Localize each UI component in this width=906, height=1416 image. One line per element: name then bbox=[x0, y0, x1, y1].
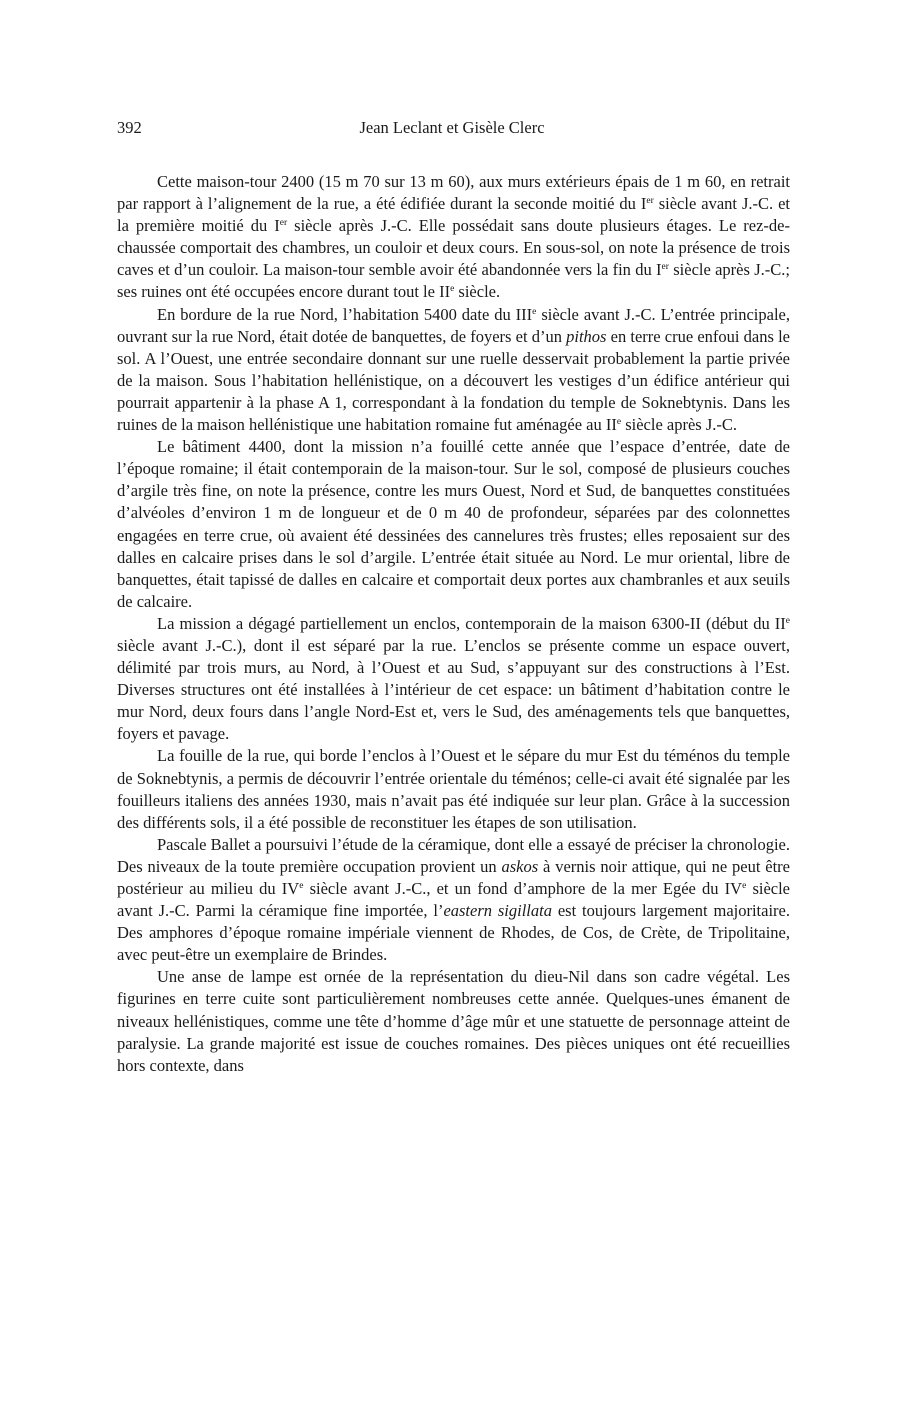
text-run: Le bâtiment 4400, dont la mission n’a fouillé cette année que l’espace d’entrée, date de l’époque romaine; il était contemporain de la maison-tour. Sur le sol, composé de plusieurs couches d’argile très fine, on note la présence, contre les murs Ouest, Nord et Sud, de banquettes constituées d’alvéoles d’environ 1 m de longueur et de 0 m 40 de profondeur, séparées par des colonnettes engagées en terre crue, où avaient été dessinées des cannelures très frustes; elles reposaient sur des dalles en calcaire prises dans le sol d’argile. L’entrée était située au Nord. Le mur oriental, libre de banquettes, était tapissé de dalles en calcaire et comportait deux portes aux chambranles et aux seuils de calcaire. bbox=[117, 437, 790, 611]
italic-term: pithos bbox=[566, 326, 607, 346]
italic-term: eastern sigillata bbox=[443, 901, 552, 921]
superscript: e bbox=[742, 881, 747, 891]
superscript: er bbox=[661, 262, 669, 273]
body-text bbox=[117, 171, 790, 1077]
page-number: 392 bbox=[117, 118, 142, 137]
text-run: siècle après J.-C.; ses ruines ont été occupées encore durant tout le II bbox=[117, 260, 790, 302]
paragraph bbox=[117, 966, 790, 1076]
text-run: siècle avant J.-C., et un fond d’amphore de la mer Egée du IV bbox=[303, 879, 743, 898]
superscript: e bbox=[299, 881, 304, 891]
text-run: En bordure de la rue Nord, l’habitation 5400 date du III bbox=[157, 304, 533, 324]
text-run: siècle. bbox=[454, 282, 501, 302]
text-run: siècle avant J.-C. Parmi la céramique fine importée, l’ bbox=[117, 879, 791, 921]
superscript: e bbox=[532, 306, 537, 317]
text-run: siècle après J.-C. bbox=[621, 415, 738, 435]
paragraph bbox=[117, 436, 790, 613]
paragraph bbox=[117, 834, 790, 967]
text-run: siècle avant J.-C. L’entrée principale, ouvrant sur la rue Nord, était dotée de banquettes, de foyers et d’un bbox=[117, 304, 790, 346]
superscript: er bbox=[279, 218, 288, 229]
italic-term: askos bbox=[501, 856, 539, 876]
text-run: siècle après J.-C. Elle possédait sans doute plusieurs étages. Le rez-de-chaussée comportait des chambres, un couloir et deux cours. En sous-sol, on note la présence de trois caves et d’un couloir. La maison-tour semble avoir été abandonnée vers la fin du I bbox=[117, 216, 790, 280]
text-run: siècle avant J.-C. et la première moitié du I bbox=[117, 194, 790, 236]
paragraph bbox=[117, 304, 790, 437]
text-run: est toujours largement majoritaire. Des amphores d’époque romaine impériale viennent de Rhodes, de Cos, de Crète, de Tripolitaine, avec peut-être un exemplaire de Brindes. bbox=[117, 901, 790, 965]
text-run: Une anse de lampe est ornée de la représentation du dieu-Nil dans son cadre végétal. Les figurines en terre cuite sont particulièrement nombreuses cette année. Quelques-unes émanent de niveaux hellénistiques, comme une tête d’homme d’âge mûr et une statuette de personnage atteint de paralysie. La grande majorité est issue de couches romaines. Des pièces uniques ont été recueillies hors contexte, dans bbox=[117, 967, 790, 1075]
page-header bbox=[117, 118, 787, 138]
paragraph bbox=[117, 171, 790, 304]
superscript: e bbox=[785, 615, 790, 626]
text-run: La mission a dégagé partiellement un enclos, contemporain de la maison 6300-II (début du II bbox=[157, 613, 786, 633]
superscript: er bbox=[646, 196, 654, 207]
text-run: siècle avant J.-C.), dont il est séparé par la rue. L’enclos se présente comme un espace ouvert, délimité par trois murs, au Nord, à l’Ouest et au Sud, s’appuyant sur des constructions à l’Est. Diverses structures ont été installées à l’intérieur de cet espace: un bâtiment d’habitation contre le mur Nord, deux fours dans l’angle Nord-Est et, vers le Sud, des aménagements tels que banquettes, foyers et pavage. bbox=[117, 635, 790, 744]
paragraph bbox=[117, 745, 790, 833]
text-run: Cette maison-tour 2400 (15 m 70 sur 13 m 60), aux murs extérieurs épais de 1 m 60, en retrait par rapport à l’alignement de la rue, a été édifiée durant la seconde moitié du I bbox=[117, 172, 790, 214]
paragraph bbox=[117, 613, 790, 746]
text-run: à vernis noir attique, qui ne peut être postérieur au milieu du IV bbox=[117, 856, 790, 898]
text-run: en terre crue enfoui dans le sol. A l’Ouest, une entrée secondaire donnant sur une ruelle desservait probablement la partie privée de la maison. Sous l’habitation hellénistique, on a découvert les vestiges d’un édifice antérieur qui pourrait appartenir à la phase A 1, correspondant à la fondation du temple de Soknebtynis. Dans les ruines de la maison hellénistique une habitation romaine fut aménagée au II bbox=[117, 326, 790, 435]
superscript: e bbox=[450, 284, 455, 295]
running-title: Jean Leclant et Gisèle Clerc bbox=[359, 118, 545, 137]
text-run: La fouille de la rue, qui borde l’enclos à l’Ouest et le sépare du mur Est du téménos du temple de Soknebtynis, a permis de découvrir l’entrée orientale du téménos; celle-ci avait été signalée par les fouilleurs italiens des années 1930, mais n’avait pas été indiquée sur leur plan. Grâce à la succession des différents sols, il a été possible de reconstituer les étapes de son utilisation. bbox=[117, 746, 790, 832]
superscript: e bbox=[616, 417, 622, 428]
text-run: Pascale Ballet a poursuivi l’étude de la céramique, dont elle a essayé de préciser la chronologie. Des niveaux de la toute première occupation provient un bbox=[117, 834, 790, 876]
